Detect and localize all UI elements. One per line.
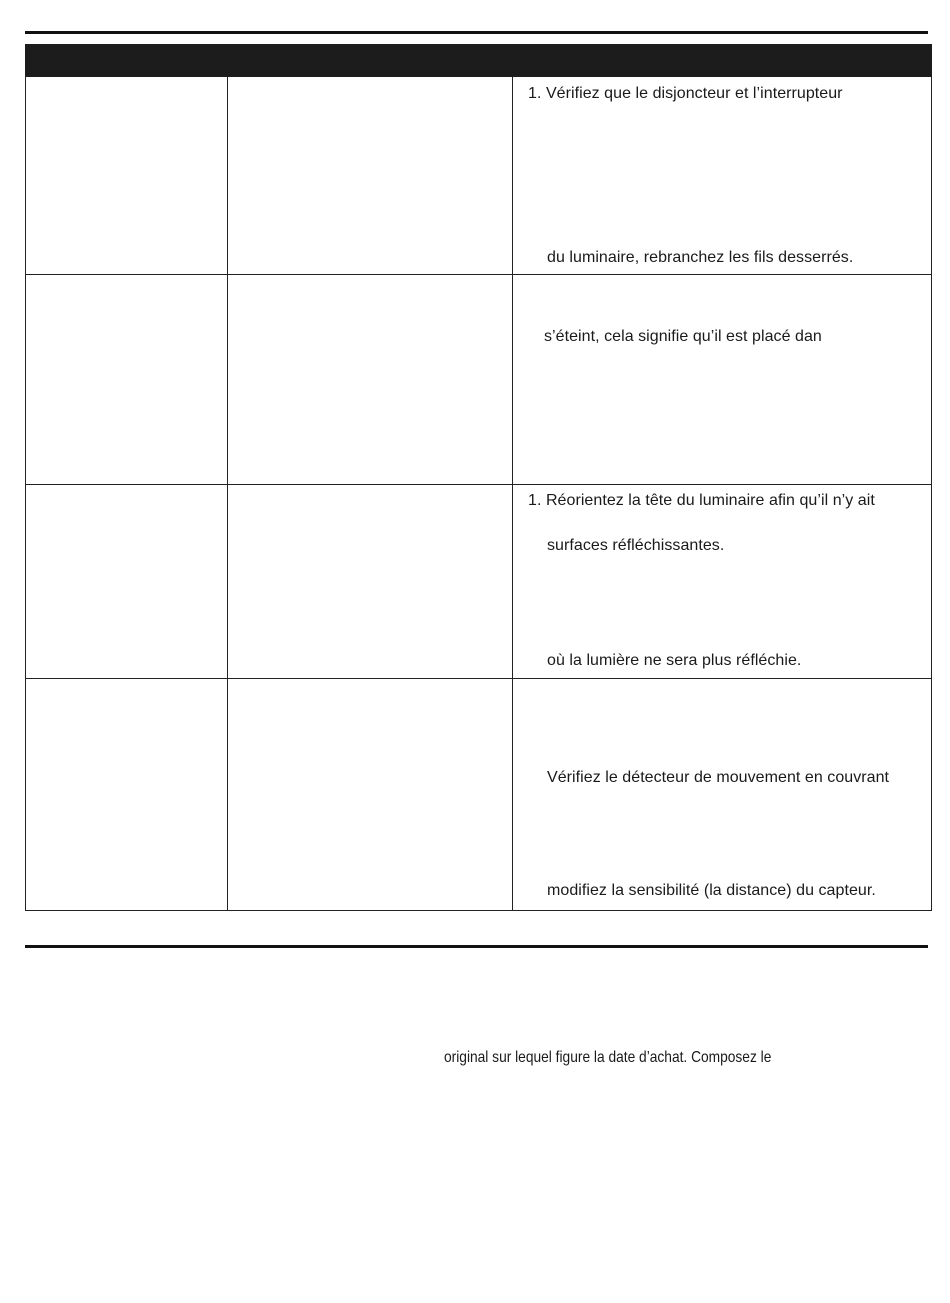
solution-cell: [513, 275, 932, 485]
troubleshooting-table: [25, 44, 932, 911]
solution-line: du luminaire, rebranchez les fils desserrés.: [547, 249, 854, 266]
solution-line: surfaces réfléchissantes.: [547, 537, 725, 554]
problem-cell: [26, 275, 228, 485]
solution-line: modifiez la sensibilité (la distance) du capteur.: [547, 882, 876, 899]
solution-cell: [513, 485, 932, 679]
problem-cell: [26, 679, 228, 911]
solution-line: où la lumière ne sera plus réfléchie.: [547, 652, 802, 669]
problem-cell: [26, 485, 228, 679]
top-rule: [25, 31, 928, 34]
warranty-text-line: original sur lequel figure la date d’achat. Composez le: [444, 1049, 772, 1066]
table-row: [26, 275, 932, 485]
table-row: [26, 485, 932, 679]
table-row: [26, 679, 932, 911]
solution-line: 1. Vérifiez que le disjoncteur et l’interrupteur: [528, 85, 843, 102]
header-cell-solution: [513, 45, 932, 77]
header-cell-problem: [26, 45, 228, 77]
table-row: [26, 77, 932, 275]
table-header-row: [26, 45, 932, 77]
cause-cell: [228, 485, 513, 679]
solution-line: Vérifiez le détecteur de mouvement en couvrant: [547, 769, 890, 786]
cause-cell: [228, 275, 513, 485]
solution-line: 1. Réorientez la tête du luminaire afin qu’il n’y ait: [528, 492, 875, 509]
solution-line: s’éteint, cela signifie qu’il est placé dan: [544, 328, 822, 345]
solution-cell: [513, 77, 932, 275]
section-rule: [25, 945, 928, 948]
problem-cell: [26, 77, 228, 275]
solution-cell: [513, 679, 932, 911]
cause-cell: [228, 77, 513, 275]
cause-cell: [228, 679, 513, 911]
header-cell-cause: [228, 45, 513, 77]
